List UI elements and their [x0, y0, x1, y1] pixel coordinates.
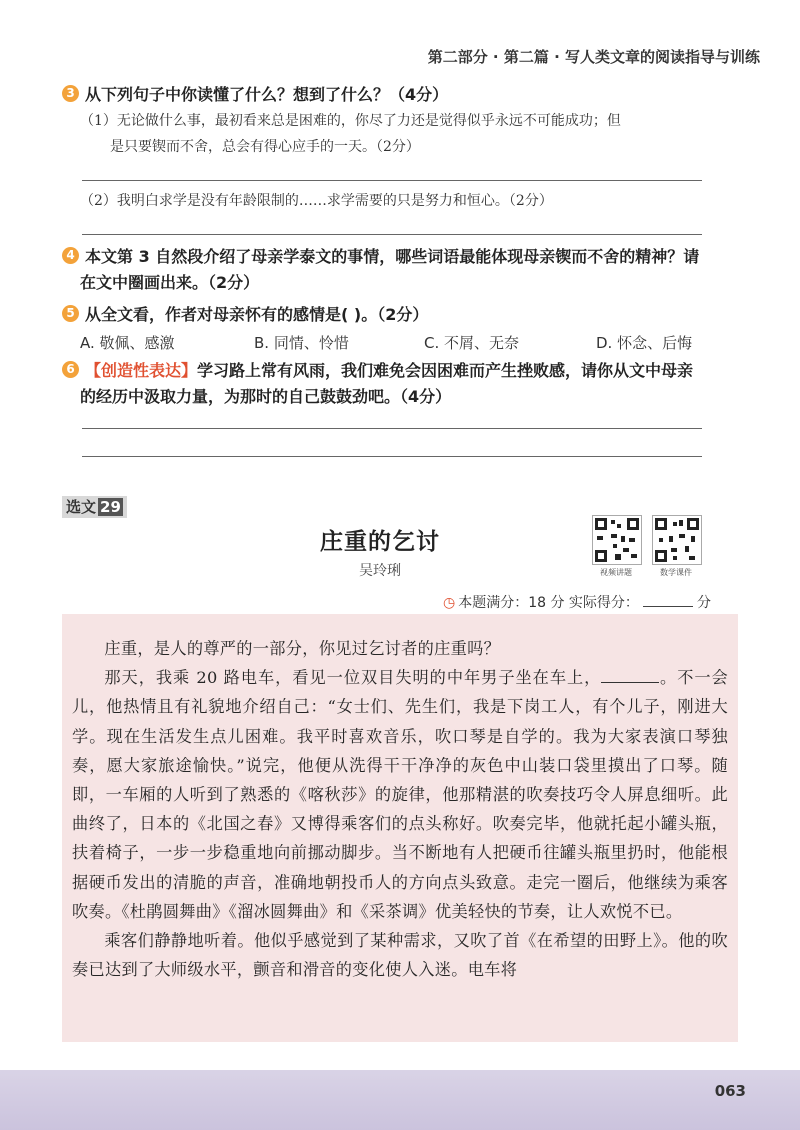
- question-text: 从下列句子中你读懂了什么？想到了什么？（4分）: [85, 85, 449, 104]
- question-tag: 【创造性表达】: [85, 361, 198, 380]
- question-number-badge: 5: [62, 305, 79, 322]
- score-unit: 分: [696, 595, 711, 611]
- paragraph-2-rest: 。不一会儿，他热情且有礼貌地介绍自己：“女士们、先生们，我是下岗工人，有个儿子，刚进大学。现在生活发生点儿困难。我平时喜欢音乐，吹口琴是自学的。我为大家表演口琴独奏，愿大家旅途愉快。”说完，他便从洗得干干净净的灰色中山装口袋里摸出了口琴。随即，一车厢的人听到了熟悉的《喀秋莎》的旋律，他那精湛的吹奏技巧令人屏息细听。此曲终了，日本的《北国之春》又博得乘客们的点头称好。吹奏完毕，他就托起小罐头瓶，扶着椅子，一步一步稳重地向前挪动脚步。当不断地有人把硬币往罐头瓶里扔时，他能根据硬币发出的清脆的声音，准确地朝投币人的方向点头致意。走完一圈后，他继续为乘客吹奏。《杜鹃圆舞曲》《溜冰圆舞曲》和《采茶调》优美轻快的节奏，让人欢悦不已。: [72, 668, 729, 921]
- question-4: [62, 244, 699, 270]
- question-text-line2: 在文中圈画出来。（2分）: [80, 273, 260, 292]
- answer-line[interactable]: [82, 180, 702, 181]
- bottom-band: [0, 1070, 800, 1130]
- score-text: 本题满分：18 分 实际得分：: [458, 595, 639, 611]
- question-text-line1: 学习路上常有风雨，我们难免会因困难而产生挫败感，请你从文中母亲: [197, 361, 694, 380]
- score-blank[interactable]: [643, 606, 693, 607]
- question-number-badge: 6: [62, 361, 79, 378]
- q3-sub1-line2: 是只要锲而不舍，总会有得心应手的一天。（2分）: [110, 139, 420, 155]
- selection-label: [62, 496, 127, 518]
- running-header: 第二部分 · 第二篇 · 写人类文章的阅读指导与训练: [427, 48, 760, 66]
- question-text-line2: 的经历中汲取力量，为那时的自己鼓鼓劲吧。（4分）: [80, 387, 452, 406]
- question-number-badge: 4: [62, 247, 79, 264]
- question-text-line1: 本文第 3 自然段介绍了母亲学泰文的事情，哪些词语最能体现母亲锲而不舍的精神？请: [85, 247, 700, 266]
- passage-text: [72, 634, 728, 984]
- q3-sub2: （2）我明白求学是没有年龄限制的……求学需要的只是努力和恒心。（2分）: [80, 193, 553, 209]
- passage-paragraph-1: 庄重，是人的尊严的一部分，你见过乞讨者的庄重吗？: [104, 639, 501, 658]
- selection-number: 29: [100, 498, 121, 516]
- passage-paragraph-2: [72, 663, 728, 926]
- question-text: 从全文看，作者对母亲怀有的感情是( )。（2分）: [85, 305, 429, 324]
- question-5: [62, 302, 428, 328]
- qr-code-courseware[interactable]: [652, 515, 702, 565]
- option-c[interactable]: C. 不屑、无奈: [424, 334, 520, 352]
- passage-title: 庄重的乞讨: [320, 529, 440, 555]
- fill-in-blank[interactable]: [601, 682, 659, 683]
- clock-icon: ◷: [443, 595, 456, 611]
- question-3: [62, 82, 448, 108]
- option-d[interactable]: D. 怀念、后悔: [596, 334, 693, 352]
- answer-line[interactable]: [82, 428, 702, 429]
- q3-sub1-line1: （1）无论做什么事，最初看来总是困难的，你尽了力还是觉得似乎永远不可能成功；但: [80, 113, 621, 129]
- option-list: [80, 332, 720, 353]
- qr-caption-video: 视频讲题: [600, 568, 632, 577]
- qr-code-video[interactable]: [592, 515, 642, 565]
- passage-paragraph-3: 乘客们静静地听着。他似乎感觉到了某种需求，又吹了首《在希望的田野上》。他的吹奏已达到了大师级水平，颤音和滑音的变化使人入迷。电车将: [72, 931, 728, 980]
- score-line: [443, 592, 711, 612]
- question-6: [62, 358, 693, 384]
- passage-author: 吴玲琍: [359, 563, 401, 579]
- option-a[interactable]: A. 敬佩、感激: [80, 334, 175, 352]
- option-b[interactable]: B. 同情、怜惜: [254, 334, 349, 352]
- qr-caption-courseware: 数学课件: [660, 568, 692, 577]
- paragraph-2-start: 那天，我乘 20 路电车，看见一位双目失明的中年男子坐在车上，: [104, 668, 602, 688]
- answer-line[interactable]: [82, 456, 702, 457]
- page-number: 063: [714, 1082, 746, 1100]
- question-number-badge: 3: [62, 85, 79, 102]
- selection-label-text: 选文: [66, 498, 97, 516]
- answer-line[interactable]: [82, 234, 702, 235]
